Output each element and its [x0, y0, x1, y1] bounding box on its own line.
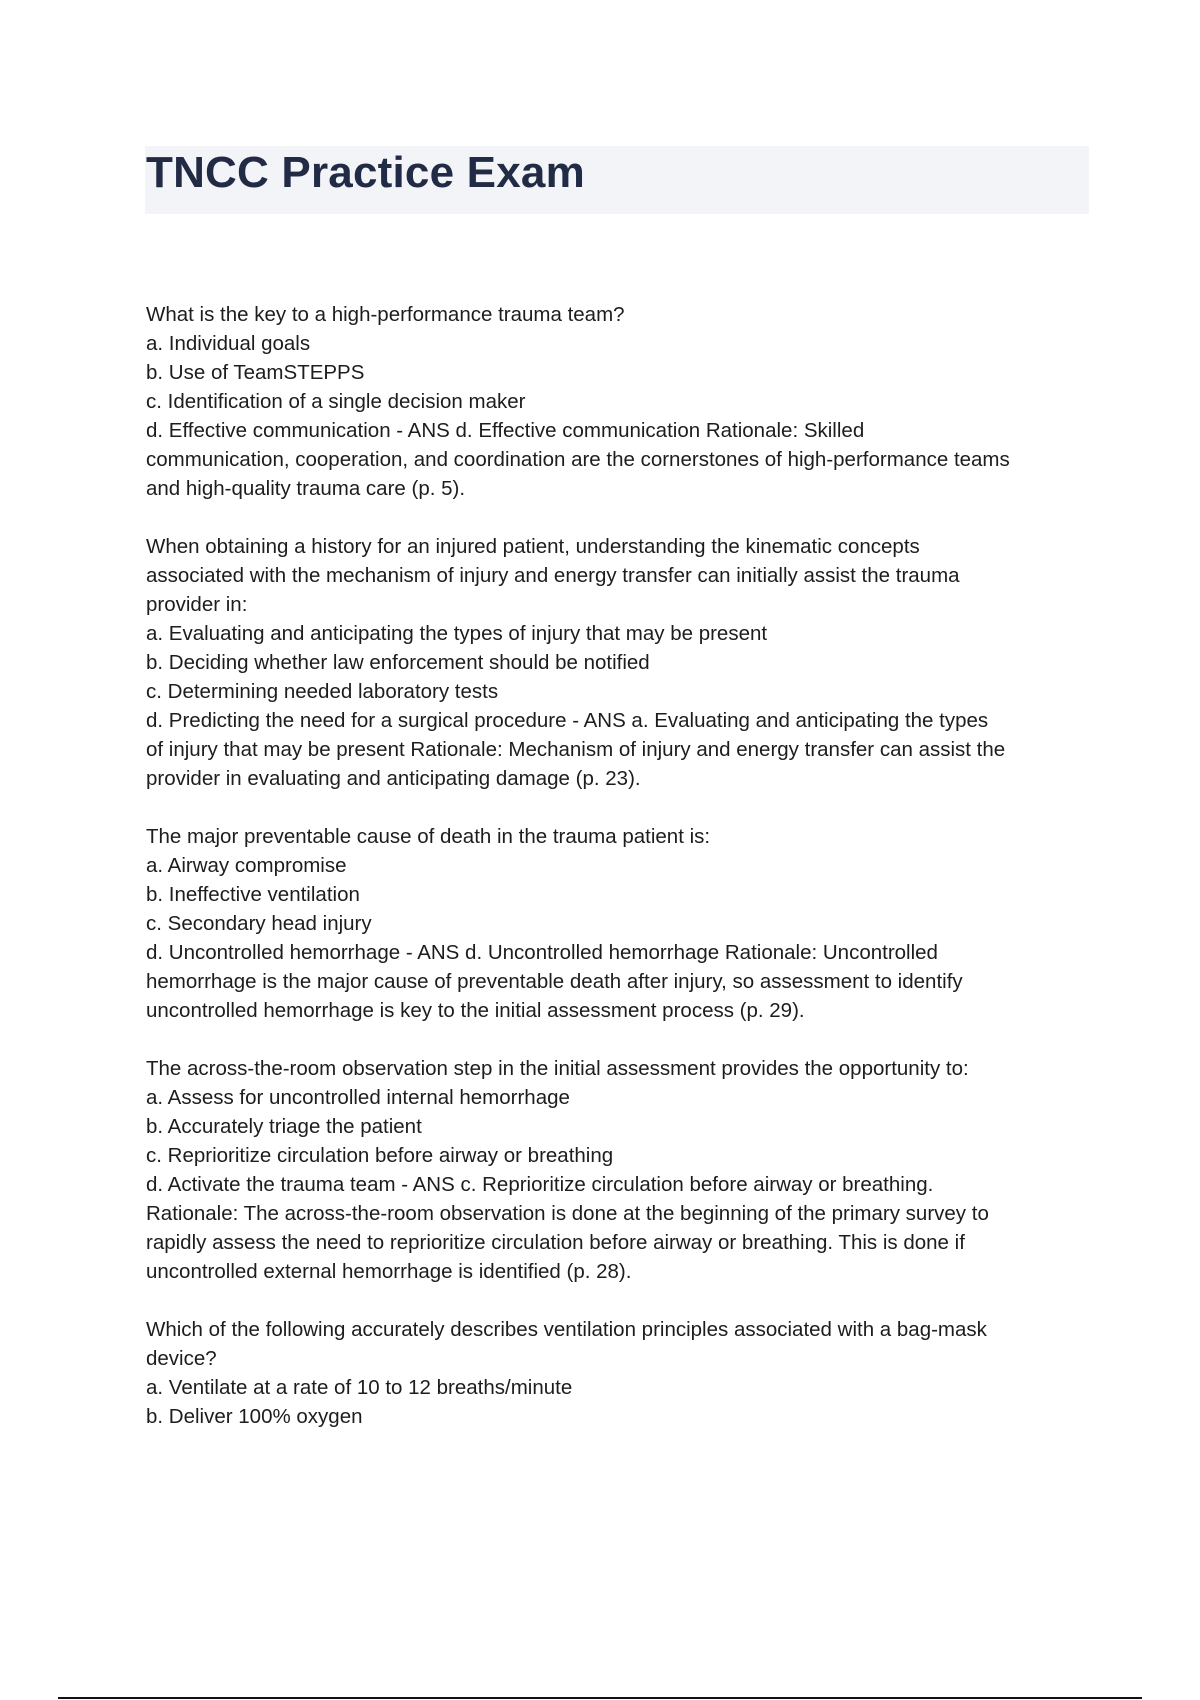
question-text: device?	[146, 1347, 217, 1370]
rationale-text: rapidly assess the need to reprioritize circulation before airway or breathing. This is done if	[146, 1231, 965, 1254]
rationale-text: of injury that may be present Rationale: Mechanism of injury and energy transfer can assist the	[146, 738, 1006, 761]
question-text: When obtaining a history for an injured patient, understanding the kinematic concepts	[146, 535, 920, 558]
question-block-2	[146, 532, 1090, 793]
page-title: TNCC Practice Exam	[146, 148, 585, 197]
question-block-4	[146, 1054, 1090, 1286]
answer-option: b. Deliver 100% oxygen	[146, 1405, 363, 1428]
answer-option: a. Individual goals	[146, 332, 311, 355]
answer-option: a. Assess for uncontrolled internal hemorrhage	[146, 1086, 570, 1109]
answer-option-with-rationale: d. Effective communication - ANS d. Effective communication Rationale: Skilled	[146, 419, 865, 442]
answer-option-with-rationale: d. Activate the trauma team - ANS c. Reprioritize circulation before airway or breathing.	[146, 1173, 934, 1196]
rationale-text: and high-quality trauma care (p. 5).	[146, 477, 466, 500]
rationale-text: uncontrolled hemorrhage is key to the initial assessment process (p. 29).	[146, 999, 805, 1022]
exam-content	[146, 300, 1090, 1460]
answer-option-with-rationale: d. Uncontrolled hemorrhage - ANS d. Uncontrolled hemorrhage Rationale: Uncontrolled	[146, 941, 938, 964]
answer-option: b. Ineffective ventilation	[146, 883, 360, 906]
answer-option: b. Use of TeamSTEPPS	[146, 361, 365, 384]
question-text: What is the key to a high-performance trauma team?	[146, 303, 625, 326]
rationale-text: Rationale: The across-the-room observation is done at the beginning of the primary survey to	[146, 1202, 989, 1225]
answer-option: a. Ventilate at a rate of 10 to 12 breaths/minute	[146, 1376, 573, 1399]
rationale-text: hemorrhage is the major cause of preventable death after injury, so assessment to identify	[146, 970, 963, 993]
answer-option: a. Evaluating and anticipating the types of injury that may be present	[146, 622, 768, 645]
answer-option: b. Deciding whether law enforcement should be notified	[146, 651, 650, 674]
answer-option: c. Determining needed laboratory tests	[146, 680, 499, 703]
rationale-text: communication, cooperation, and coordination are the cornerstones of high-performance teams	[146, 448, 1010, 471]
rationale-text: uncontrolled external hemorrhage is identified (p. 28).	[146, 1260, 632, 1283]
answer-option: c. Identification of a single decision maker	[146, 390, 526, 413]
question-text: associated with the mechanism of injury and energy transfer can initially assist the trauma	[146, 564, 960, 587]
question-text: provider in:	[146, 593, 248, 616]
question-block-3	[146, 822, 1090, 1025]
answer-option-with-rationale: d. Predicting the need for a surgical procedure - ANS a. Evaluating and anticipating the types	[146, 709, 989, 732]
question-text: The across-the-room observation step in the initial assessment provides the opportunity to:	[146, 1057, 969, 1080]
answer-option: c. Secondary head injury	[146, 912, 372, 935]
question-text: Which of the following accurately describes ventilation principles associated with a bag-mask	[146, 1318, 987, 1341]
page-bottom-rule	[58, 1697, 1142, 1699]
rationale-text: provider in evaluating and anticipating damage (p. 23).	[146, 767, 641, 790]
question-text: The major preventable cause of death in the trauma patient is:	[146, 825, 711, 848]
question-block-1	[146, 300, 1090, 503]
question-block-5	[146, 1315, 1090, 1431]
answer-option: c. Reprioritize circulation before airway or breathing	[146, 1144, 614, 1167]
answer-option: b. Accurately triage the patient	[146, 1115, 422, 1138]
answer-option: a. Airway compromise	[146, 854, 347, 877]
